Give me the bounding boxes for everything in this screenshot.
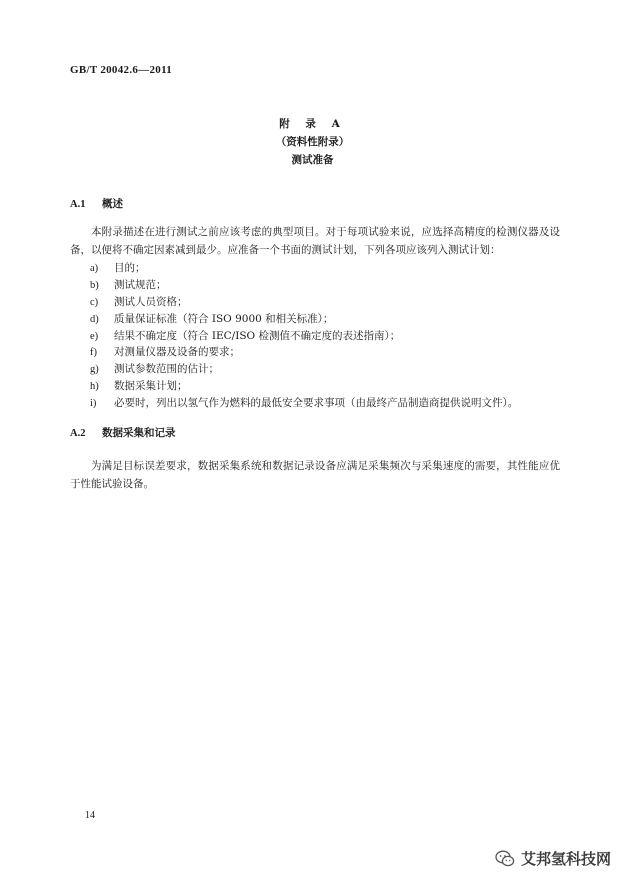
- watermark: [495, 848, 611, 869]
- list-marker: d): [90, 313, 99, 325]
- list-item: [90, 260, 560, 277]
- page-number: 14: [85, 810, 95, 821]
- list-item: [90, 277, 560, 294]
- list-text: 数据采集计划；: [114, 380, 188, 393]
- list-item: [90, 311, 560, 328]
- list-marker: h): [90, 381, 99, 393]
- list-marker: i): [90, 398, 97, 410]
- list-text: 质量保证标准（符合 ISO 9000 和相关标准）；: [114, 312, 334, 325]
- list-marker: b): [90, 279, 99, 291]
- list-marker: a): [90, 263, 99, 274]
- list-text: 必要时，列出以氢气作为燃料的最低安全要求事项（由最终产品制造商提供说明文件）。: [114, 397, 519, 410]
- list-text: 测试参数范围的估计；: [114, 363, 219, 376]
- standard-code: GB/T 20042.6—2011: [70, 64, 173, 76]
- wechat-icon: [495, 850, 515, 868]
- list-item: [90, 378, 560, 395]
- section-number: A.2: [70, 428, 86, 439]
- test-plan-list: [90, 260, 560, 412]
- list-text: 对测量仪器及设备的要求；: [114, 346, 240, 359]
- list-item: [90, 344, 560, 361]
- section-number: A.1: [70, 199, 86, 210]
- annex-subtitle: （资料性附录）: [275, 136, 350, 148]
- list-marker: g): [90, 364, 99, 376]
- list-item: [90, 395, 560, 412]
- section-title: 数据采集和记录: [102, 427, 176, 439]
- section-a1-paragraph: [70, 224, 560, 259]
- list-marker: c): [90, 296, 99, 308]
- annex-heading: [0, 115, 625, 169]
- list-item: [90, 361, 560, 378]
- list-text: 测试人员资格；: [114, 295, 188, 308]
- section-heading-a2: [70, 425, 176, 440]
- list-text: 结果不确定度（符合 IEC/ISO 检测值不确定度的表述指南）；: [114, 329, 401, 342]
- list-text: 目的；: [114, 262, 146, 274]
- paragraph-text: 本附录描述在进行测试之前应该考虑的典型项目。对于每项试验来说，应选择高精度的检测仪器及设备，以便将不确定因素减到最少。应准备一个书面的测试计划，下列各项应该列入测试计划：: [70, 226, 560, 256]
- list-item: [90, 328, 560, 345]
- section-a2-paragraph: [70, 458, 560, 493]
- list-item: [90, 294, 560, 311]
- list-text: 测试规范；: [114, 278, 167, 291]
- list-marker: f): [90, 347, 97, 359]
- section-title: 概述: [102, 198, 123, 210]
- section-heading-a1: [70, 196, 123, 211]
- annex-title: 附 录 A: [279, 118, 346, 130]
- list-marker: e): [90, 330, 99, 342]
- watermark-text: 艾邦氢科技网: [520, 850, 611, 868]
- paragraph-text: 为满足目标误差要求，数据采集系统和数据记录设备应满足采集频次与采集速度的需要，其性能应优于性能试验设备。: [70, 460, 560, 490]
- annex-name: 测试准备: [291, 154, 334, 166]
